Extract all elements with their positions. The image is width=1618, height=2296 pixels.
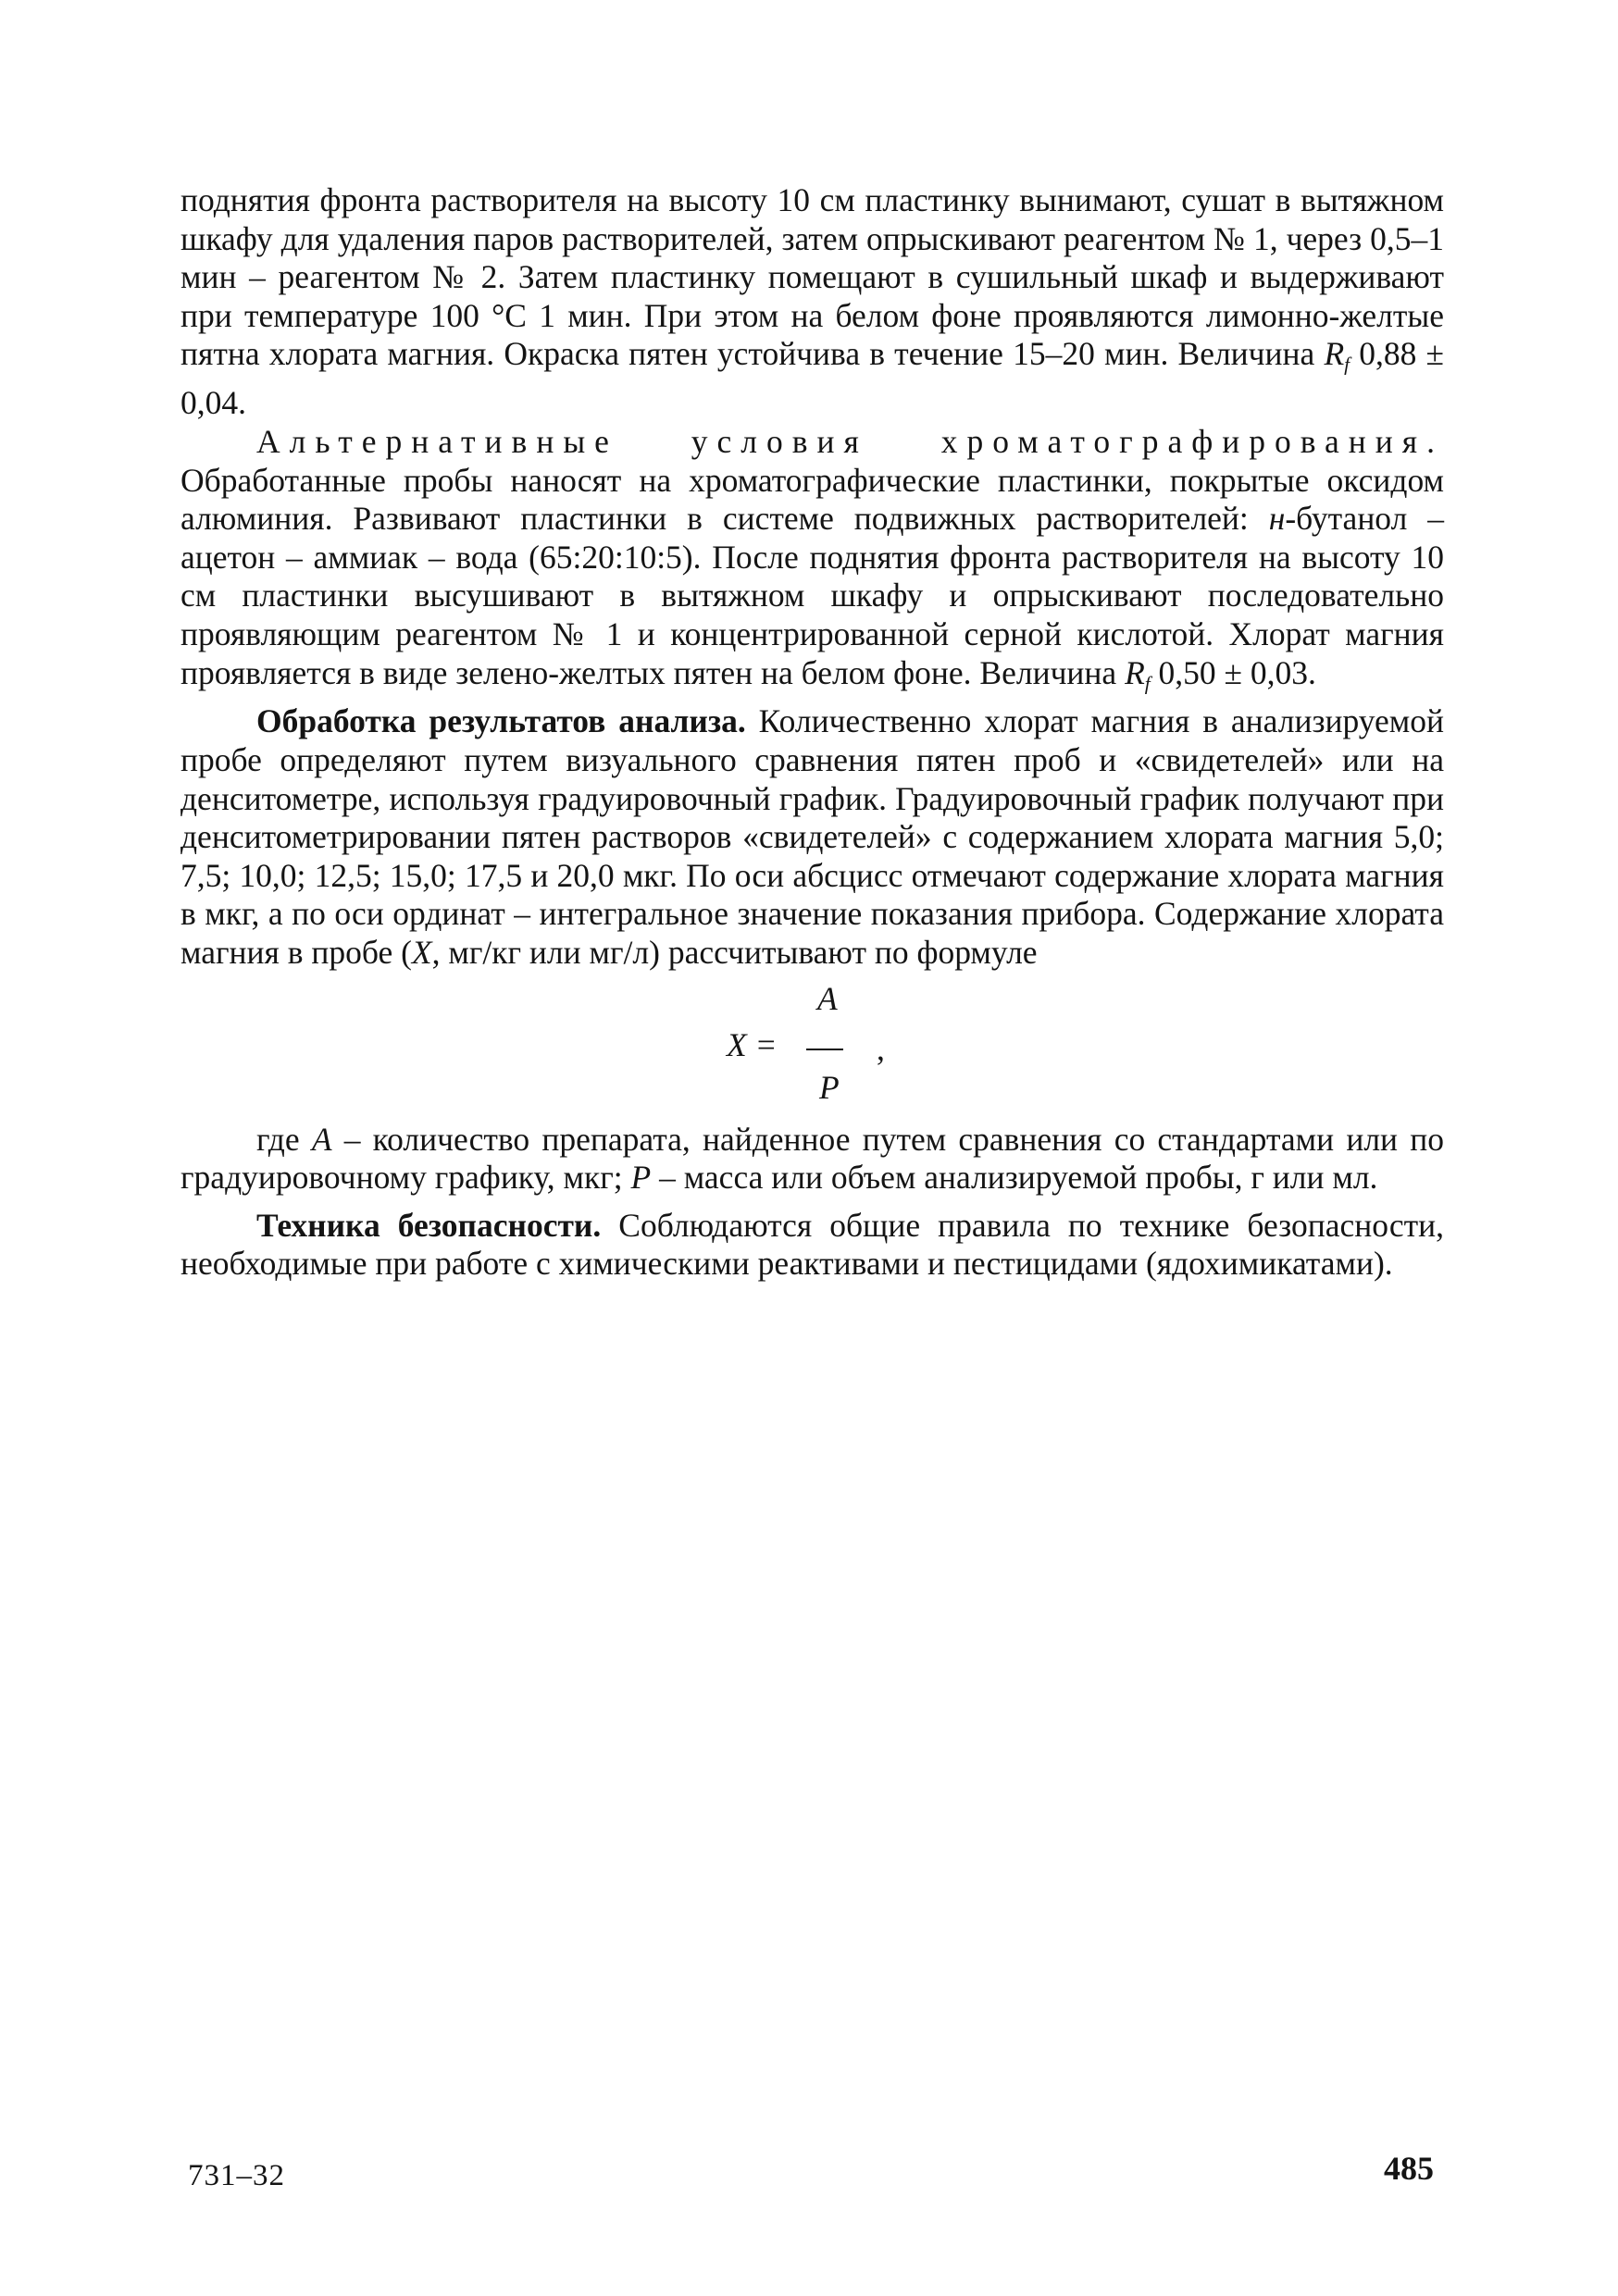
x-symbol: X [411, 934, 432, 972]
a-symbol: A [311, 1120, 332, 1158]
rf-subscript-2: f [1144, 671, 1151, 694]
formula-lhs: X = [727, 1025, 778, 1063]
rf-symbol-2: R [1125, 653, 1145, 691]
section-heading-alternative: Альтернативные условия хроматографирования. [256, 422, 1444, 460]
paragraph-1-text: поднятия фронта растворителя на высоту 10 см пластинку вынимают, сушат в вытяжном шкафу для удаления паров растворителей, затем опрыскивают реагентом № 1, через 0,5–1 мин – реагентом № 2. Затем пластинку помещают в сушильный шкаф и выдерживают при температуре 100 °С 1 мин. При этом на белом фоне проявляются лимонно-желтые пятна хлората магния. Окраска пятен устойчива в течение 15–20 мин. Величина [180, 181, 1444, 373]
p-symbol: P [630, 1159, 652, 1197]
paragraph-1 [180, 181, 1444, 423]
n-prefix: н [1268, 500, 1286, 538]
paragraph-2-text: Обработанные пробы наносят на хроматографические пластинки, покрытые оксидом алюминия. Развивают пластинки в системе подвижных растворителей: [180, 461, 1444, 538]
paragraph-5-text: Соблюдаются общие правила по технике безопасности, необходимые при работе с химическими реактивами и пестицидами (ядохимикатами). [180, 1206, 1444, 1283]
formula-denominator: P [819, 1068, 840, 1106]
paragraph-1-end: 0,88 ± 0,04. [180, 335, 1445, 422]
paragraph-2 [180, 423, 1444, 703]
paragraph-5 [180, 1207, 1444, 1284]
printer-signature: 731–32 [188, 2159, 285, 2192]
rf-symbol: R [1324, 335, 1345, 373]
section-heading-results: Обработка результатов анализа. [256, 702, 746, 740]
paragraph-4-c: – масса или объем анализируемой пробы, г или мл. [651, 1159, 1378, 1197]
rf-subscript: f [1344, 353, 1350, 376]
formula [180, 978, 1444, 1117]
body-text [180, 181, 1444, 1284]
paragraph-3 [180, 702, 1444, 972]
paragraph-2-end: 0,50 ± 0,03. [1150, 653, 1316, 691]
paragraph-3-end: , мг/кг или мг/л) рассчитывают по формуле [431, 934, 1038, 972]
page-number: 485 [1384, 2150, 1434, 2187]
fraction-bar [806, 1049, 843, 1050]
formula-numerator: A [817, 979, 838, 1017]
paragraph-4-b: – количество препарата, найденное путем сравнения со стандартами или по градуировочному графику, мкг; [180, 1120, 1444, 1197]
paragraph-2-cont: -бутанол – ацетон – аммиак – вода (65:20:10:5). После поднятия фронта растворителя на высоту 10 см пластинки высушивают в вытяжном шкафу и опрыскивают последовательно проявляющим реагентом № 1 и концентрированной серной кислотой. Хлорат магния проявляется в виде зелено-желтых пятен на белом фоне. Величина [180, 500, 1444, 691]
paragraph-4-a: где [256, 1120, 312, 1158]
paragraph-4 [180, 1121, 1444, 1198]
paragraph-3-text: Количественно хлорат магния в анализируемой пробе определяют путем визуального сравнения пятен проб и «свидетелей» или на денситометре, используя градуировочный график. Градуировочный график получают при денситометрировании пятен растворов «свидетелей» с содержанием хлората магния 5,0; 7,5; 10,0; 12,5; 15,0; 17,5 и 20,0 мкг. По оси абсцисс отмечают содержание хлората магния в мкг, а по оси ординат – интегральное значение показания прибора. Содержание хлората магния в пробе ( [180, 702, 1444, 972]
formula-comma: , [877, 1029, 885, 1067]
section-heading-safety: Техника безопасности. [256, 1206, 602, 1244]
